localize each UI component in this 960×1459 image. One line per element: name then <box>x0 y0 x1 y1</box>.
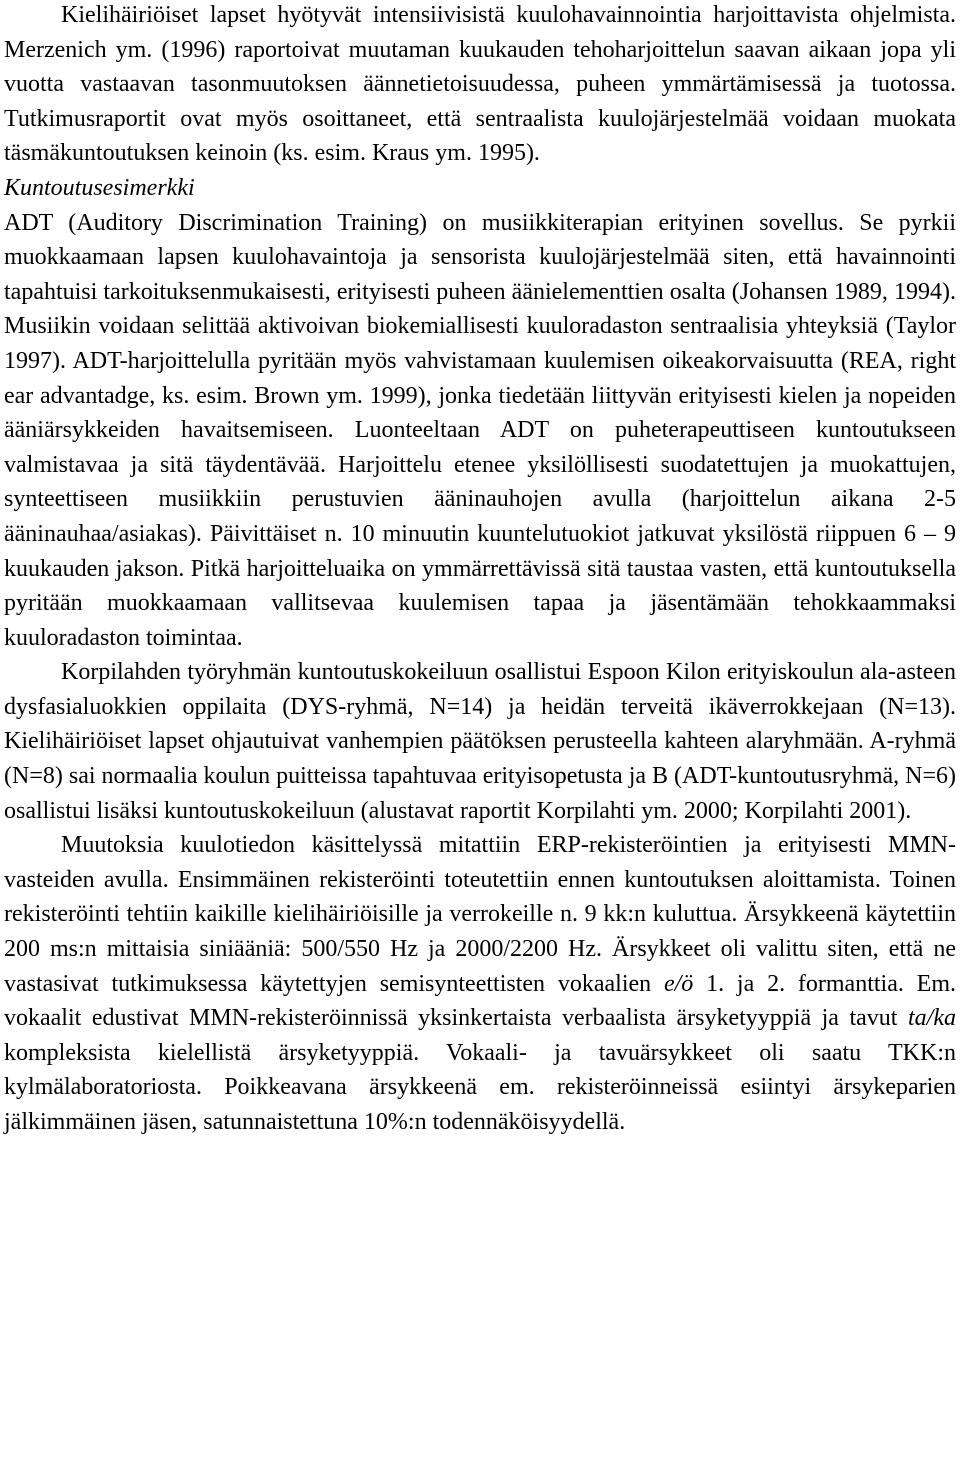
adt-paragraph: ADT (Auditory Discrimination Training) on musiikkiterapian erityinen sovellus. Se pyrkii muokkaamaan lapsen kuulohavaintoja ja sensorista kuulojärjestelmää siten, että havainnointi tapahtuisi tarkoituksenmukaisesti, erityisesti puheen äänielementtien osalta (Johansen 1989, 1994). Musiikin voidaan selittää aktivoivan biokemiallisesti kuuloradaston sentraalisia yhteyksiä (Taylor 1997). ADT-harjoittelulla pyritään myös vahvistamaan kuulemisen oikeakorvaisuutta (REA, right ear advantadge, ks. esim. Brown ym. 1999), jonka tiedetään liittyvän erityisesti kielen ja nopeiden ääniärsykkeiden havaitsemiseen. Luonteeltaan ADT on puheterapeuttiseen kuntoutukseen valmistavaa ja sitä täydentävää. Harjoittelu etenee yksilöllisesti suodatettujen ja muokattujen, synteettiseen musiikkiin perustuvien ääninauhojen avulla (harjoittelun aikana 2-5 ääninauhaa/asiakas). Päivittäiset n. 10 minuutin kuuntelutuokiot jatkuvat yksilöstä riippuen 6 – 9 kuukauden jakson. Pitkä harjoitteluaika on ymmärrettävissä sitä taustaa vasten, että kuntoutuksella pyritään muokkaamaan vallitsevaa kuulemisen tapaa ja jäsentämään tehokkaammaksi kuuloradaston toimintaa. <box>4 209 956 651</box>
measure-text-3: kompleksista kielellistä ärsyketyyppiä. Vokaali- ja tavuärsykkeet oli saatu TKK:n kylmälaboratoriosta. Poikkeavana ärsykkeenä em. rekisteröinneissä esiintyi ärsykeparien jälkimmäinen jäsen, satunnaistettuna 10%:n todennäköisyydellä. <box>4 1039 956 1135</box>
intro-paragraph: Kielihäiriöiset lapset hyötyvät intensiivisistä kuulohavainnointia harjoittavista ohjelmista. Merzenich ym. (1996) raportoivat muutaman kuukauden tehoharjoittelun saavan aikaan jopa yli vuotta vastaavan tasonmuutoksen äännetietoisuudessa, puheen ymmärtämisessä ja tuotossa. Tutkimusraportit ovat myös osoittaneet, että sentraalista kuulojärjestelmää voidaan muokata täsmäkuntoutuksen keinoin (ks. esim. Kraus ym. 1995). <box>4 2 956 167</box>
measure-text-2: 1. ja 2. formanttia. Em. vokaalit edustivat MMN-rekisteröinnissä yksinkertaista verbaalista ärsyketyyppiä ja tavut <box>4 970 957 1032</box>
section-heading: Kuntoutusesimerkki <box>4 174 195 201</box>
document-page <box>4 0 956 1140</box>
syllable-pair-term: ta/ka <box>908 1005 956 1032</box>
vowel-pair-term: e/ö <box>663 970 694 997</box>
study-paragraph: Korpilahden työryhmän kuntoutuskokeiluun osallistui Espoon Kilon erityiskoulun ala-asteen dysfasialuokkien oppilaita (DYS-ryhmä, N=14) ja heidän terveitä ikäverrokkejaan (N=13). Kielihäiriöiset lapset ohjautuivat vanhempien päätöksen perusteella kahteen alaryhmään. A-ryhmä (N=8) sai normaalia koulun puitteissa tapahtuvaa erityisopetusta ja B (ADT-kuntoutusryhmä, N=6) osallistui lisäksi kuntoutuskokeiluun (alustavat raportit Korpilahti ym. 2000; Korpilahti 2001). <box>4 659 956 824</box>
measure-text-1: Muutoksia kuulotiedon käsittelyssä mitattiin ERP-rekisteröintien ja erityisesti MMN-vasteiden avulla. Ensimmäinen rekisteröinti toteutettiin ennen kuntoutuksen aloittamista. Toinen rekisteröinti tehtiin kaikille kielihäiriöisille ja verrokeille n. 9 kk:n kuluttua. Ärsykkeenä käytettiin 200 ms:n mittaisia siniääniä: 500/550 Hz ja 2000/2200 Hz. Ärsykkeet oli valittu siten, että ne vastasivat tutkimuksessa käytettyjen semisynteettisten vokaalien <box>4 832 956 997</box>
measure-paragraph <box>4 828 956 1139</box>
